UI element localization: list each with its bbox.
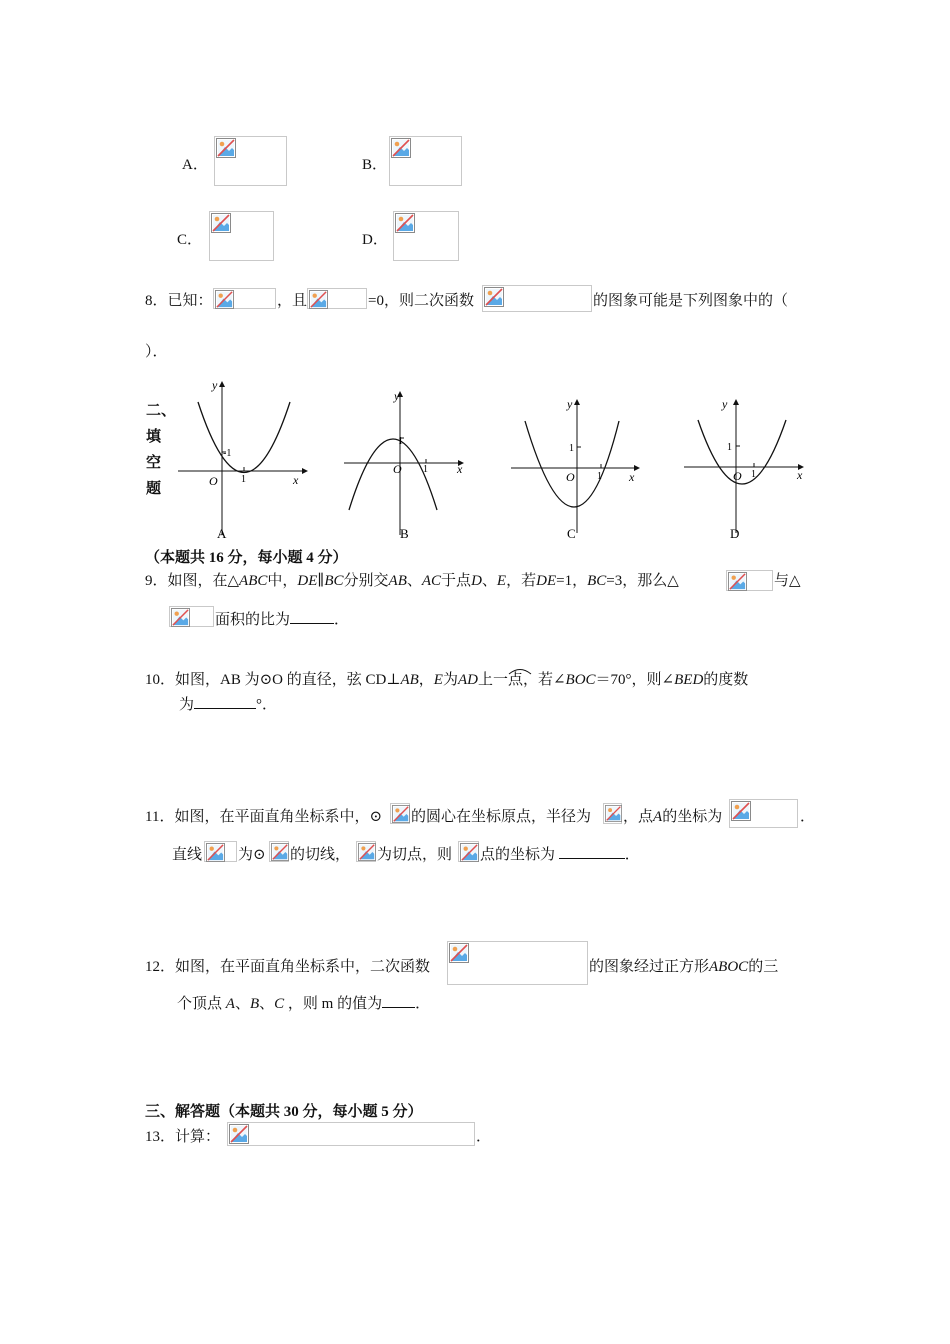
q11-end-1: ． bbox=[800, 809, 816, 825]
q10-text: 为 bbox=[442, 672, 458, 688]
q9-text: 9．如图，在△ bbox=[145, 573, 240, 589]
q13-end: ． bbox=[476, 1129, 492, 1145]
q11-line2-e bbox=[480, 843, 640, 864]
broken-image-icon bbox=[395, 213, 415, 233]
q12-point-a: A bbox=[225, 996, 235, 1012]
option-a-label: A． bbox=[182, 157, 208, 173]
graph-a-origin: O bbox=[209, 474, 218, 488]
q9-bc: BC bbox=[324, 573, 344, 589]
q8-close: ）． bbox=[145, 344, 168, 360]
q9-text: =3，那么△ bbox=[606, 573, 679, 589]
option-c-label: C． bbox=[177, 232, 203, 248]
q9-abc: ABC bbox=[239, 573, 268, 589]
q11-coordinate-a bbox=[729, 799, 798, 828]
q8-tail: 的图象可能是下列图象中的（ bbox=[593, 293, 789, 309]
option-b-label: B． bbox=[362, 157, 388, 173]
section2-char: 空 bbox=[146, 455, 162, 471]
option-d-label: D． bbox=[362, 232, 388, 248]
graph-c-tick-y1: 1 bbox=[569, 443, 574, 454]
q12-text-2 bbox=[589, 955, 778, 976]
q9-text: =1， bbox=[556, 573, 588, 589]
q8-number: 8．已知： bbox=[145, 293, 213, 309]
q12-text: 的三 bbox=[748, 959, 779, 975]
graph-d-origin: O bbox=[733, 469, 742, 483]
graph-c-y-label: y bbox=[567, 397, 573, 411]
q12-line2 bbox=[177, 992, 430, 1013]
q10-text: 为 bbox=[179, 697, 195, 713]
graph-d-y-label: y bbox=[722, 397, 728, 411]
broken-image-icon bbox=[460, 843, 479, 862]
q10-bed: BED bbox=[674, 672, 704, 688]
graph-c-caption: C bbox=[567, 526, 576, 541]
q11-line-name bbox=[204, 841, 237, 862]
q9-bc: BC bbox=[587, 573, 607, 589]
graph-b-tick-y1: 1 bbox=[398, 436, 403, 447]
section2-char: 题 bbox=[146, 481, 162, 497]
q9-triangle-2 bbox=[169, 606, 214, 627]
q12-text: 的图象经过正方形 bbox=[589, 959, 710, 975]
broken-image-icon bbox=[229, 1124, 249, 1144]
q10-arc-ad: AD bbox=[457, 672, 478, 688]
q10-text: 上一点，若∠ bbox=[477, 672, 566, 688]
q9-text: ，若 bbox=[506, 573, 537, 589]
q13-expression bbox=[227, 1122, 475, 1146]
q10-line2 bbox=[179, 693, 277, 714]
q9-text: ． bbox=[334, 612, 350, 628]
q12-text: 、 bbox=[234, 996, 250, 1012]
q9-text: 于点 bbox=[441, 573, 472, 589]
graph-b bbox=[340, 385, 475, 545]
q10-text: 10．如图，AB 为⊙O 的直径，弦 CD⊥ bbox=[145, 672, 401, 688]
q9-d: D bbox=[471, 573, 482, 589]
q9-text: 分别交 bbox=[343, 573, 389, 589]
broken-image-icon bbox=[358, 843, 376, 861]
q10-ab: AB bbox=[400, 672, 419, 688]
graph-a bbox=[170, 375, 310, 545]
broken-image-icon bbox=[391, 138, 411, 158]
q12-point-c: C bbox=[274, 996, 285, 1012]
q12-text-1: 12．如图，在平面直角坐标系中，二次函数 bbox=[145, 959, 431, 975]
q13-text: 13．计算： bbox=[145, 1129, 221, 1145]
q9-text: 中， bbox=[267, 573, 298, 589]
q8-function bbox=[482, 285, 592, 312]
graph-d-x-label: x bbox=[797, 468, 803, 482]
graph-a-caption: A bbox=[217, 526, 227, 541]
q11-text-2: 的圆心在坐标原点，半径为 bbox=[411, 809, 592, 825]
q9-de: DE bbox=[297, 573, 318, 589]
q9-de: DE bbox=[536, 573, 557, 589]
q8-formula-1 bbox=[213, 288, 276, 309]
graph-d-tick-y1: 1 bbox=[727, 442, 732, 453]
q10-answer-blank[interactable] bbox=[194, 707, 256, 709]
q11-circle-name-2 bbox=[269, 841, 289, 862]
q11-text: ． bbox=[624, 847, 640, 863]
q8-eq: =0，则二次函数 bbox=[368, 293, 474, 309]
broken-image-icon bbox=[216, 138, 236, 158]
broken-image-icon bbox=[731, 801, 751, 821]
graph-b-origin: O bbox=[393, 462, 402, 476]
graph-d-caption: D bbox=[730, 526, 740, 541]
q9-ab: AB bbox=[388, 573, 407, 589]
q10-text: 的度数 bbox=[703, 672, 749, 688]
q9-text: 面积的比为 bbox=[215, 612, 291, 628]
q9-text: ∥ bbox=[317, 573, 325, 589]
broken-image-icon bbox=[309, 290, 328, 309]
q11-text-1: 11．如图，在平面直角坐标系中，⊙ bbox=[145, 809, 383, 825]
q11-text-3 bbox=[623, 805, 722, 826]
q9-line1 bbox=[145, 569, 679, 590]
q11-tangent-point bbox=[356, 841, 376, 862]
q8-formula-2 bbox=[307, 288, 367, 309]
broken-image-icon bbox=[728, 572, 747, 591]
q9-answer-blank[interactable] bbox=[290, 622, 334, 624]
graph-b-x-label: x bbox=[457, 462, 463, 476]
q12-aboc: ABOC bbox=[709, 959, 749, 975]
graph-a-tick-neg1: -1 bbox=[223, 448, 232, 459]
q12-text: ． bbox=[415, 996, 431, 1012]
q11-circle-name bbox=[390, 803, 410, 824]
q12-answer-blank[interactable] bbox=[382, 1006, 415, 1008]
graph-b-tick-x1: 1 bbox=[423, 464, 428, 475]
broken-image-icon bbox=[392, 805, 410, 823]
q12-function bbox=[447, 941, 588, 985]
graph-d-tick-x1: 1 bbox=[751, 469, 756, 480]
q10-text: ＝70°，则∠ bbox=[595, 672, 675, 688]
graph-b-caption: B bbox=[400, 526, 409, 541]
graph-a-y-label: y bbox=[212, 378, 218, 392]
q11-radius bbox=[603, 803, 622, 824]
option-b-image bbox=[389, 136, 462, 186]
arc-mark-icon bbox=[507, 667, 533, 675]
q11-line2-d: 为切点，则 bbox=[377, 847, 453, 863]
q11-answer-blank[interactable] bbox=[559, 857, 625, 859]
q10-text: °． bbox=[256, 697, 278, 713]
q10-boc: BOC bbox=[565, 672, 596, 688]
broken-image-icon bbox=[171, 608, 190, 627]
q11-point-name bbox=[458, 841, 479, 862]
q9-line2 bbox=[215, 608, 349, 629]
option-d-image bbox=[393, 211, 459, 261]
graph-c bbox=[505, 393, 645, 545]
graph-a-x-label: x bbox=[293, 473, 299, 487]
graph-c-x-label: x bbox=[629, 470, 635, 484]
q10-e: E bbox=[433, 672, 443, 688]
q9-triangle-1 bbox=[726, 570, 773, 591]
q10-line1 bbox=[145, 668, 748, 689]
broken-image-icon bbox=[605, 805, 622, 822]
q12-text: 、 bbox=[259, 996, 275, 1012]
q8-and: ，且 bbox=[277, 293, 308, 309]
graph-a-tick-1: 1 bbox=[241, 474, 246, 485]
option-a-image bbox=[214, 136, 287, 186]
q11-line2-a: 直线 bbox=[172, 847, 203, 863]
q11-text: 点的坐标为 bbox=[480, 847, 556, 863]
broken-image-icon bbox=[215, 290, 234, 309]
broken-image-icon bbox=[449, 943, 469, 963]
q11-line2-c: 的切线， bbox=[290, 847, 351, 863]
q11-text: 的坐标为 bbox=[662, 809, 723, 825]
q9-e: E bbox=[496, 573, 507, 589]
q9-ac: AC bbox=[421, 573, 442, 589]
broken-image-icon bbox=[484, 287, 504, 307]
section3-title: 三、解答题（本题共 30 分，每小题 5 分） bbox=[145, 1104, 423, 1120]
q9-text: 、 bbox=[406, 573, 422, 589]
broken-image-icon bbox=[271, 843, 289, 861]
q11-text: ，点 bbox=[623, 809, 654, 825]
option-c-image bbox=[209, 211, 274, 261]
graph-b-y-label: y bbox=[394, 389, 400, 403]
broken-image-icon bbox=[206, 843, 225, 862]
section2-char: 二、 bbox=[146, 403, 177, 419]
graph-c-tick-x1: 1 bbox=[597, 471, 602, 482]
q10-text: ， bbox=[418, 672, 434, 688]
q11-point-a: A bbox=[653, 809, 663, 825]
q12-text: 个顶点 bbox=[177, 996, 223, 1012]
q11-line2-b: 为⊙ bbox=[238, 847, 266, 863]
section2-note: （本题共 16 分，每小题 4 分） bbox=[145, 550, 348, 566]
graph-c-origin: O bbox=[566, 470, 575, 484]
q12-text: ，则 m 的值为 bbox=[287, 996, 383, 1012]
q12-point-b: B bbox=[249, 996, 260, 1012]
section2-char: 填 bbox=[146, 429, 162, 445]
broken-image-icon bbox=[211, 213, 231, 233]
q9-text: 、 bbox=[481, 573, 497, 589]
q9-and: 与△ bbox=[774, 573, 801, 589]
graph-d bbox=[680, 393, 810, 545]
